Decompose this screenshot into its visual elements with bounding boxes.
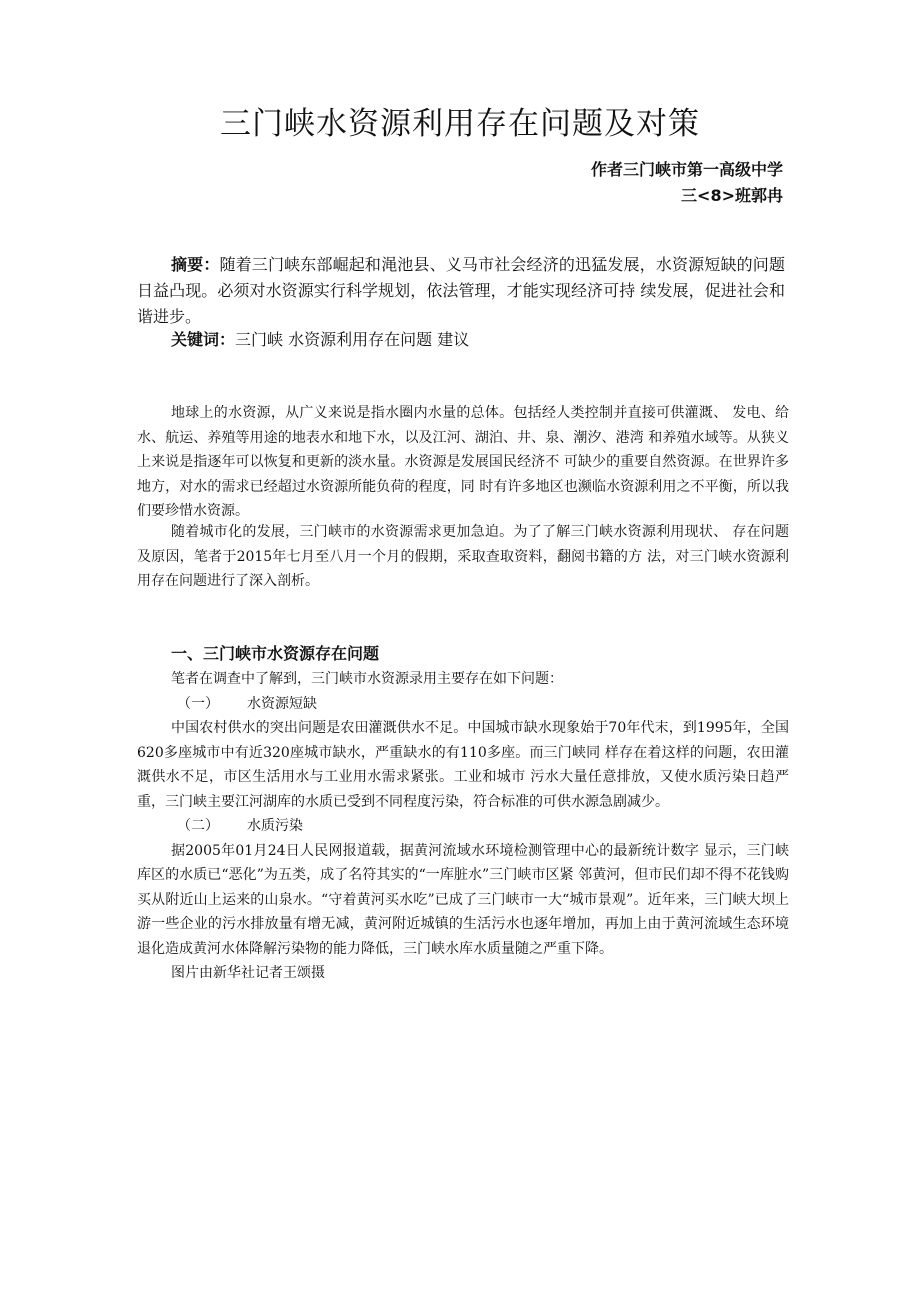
keywords-text: 三门峡 水资源利用存在问题 建议	[235, 330, 470, 349]
subsection-2-paragraph: 据2005年01月24日人民网报道载，据黄河流域水环境检测管理中心的最新统计数字 显示，三门峡库区的水质已“恶化”为五类，成了名符其实的“一库脏水”三门峡市区紧 邻黄河，但市民们却不得不花钱购买从附近山上运来的山泉水。“守着黄河买水吃”已成了三门峡市一大“城市景观”。近年来，三门峡大坝上游一些企业的污水排放量有增无减，黄河附近城镇的生活污水也逐年增加，再加上由于黄河流域生态环境退化造成黄河水体降解污染物的能力降低，三门峡水库水质量随之严重下降。	[137, 842, 789, 957]
subsection-1-paragraph: 中国农村供水的突出问题是农田灌溉供水不足。中国城市缺水现象始于70年代末，到1995年，全国620多座城市中有近320座城市缺水，严重缺水的有110多座。而三门峡同 样存在着这样的问题，农田灌溉供水不足，市区生活用水与工业用水需求紧张。工业和城市 污水大量任意排放，又使水质污染日趋严重，三门峡主要江河湖库的水质已受到不同程度污染，符合标准的可供水源急剧减少。	[137, 720, 789, 810]
subsection-2-number: （二）	[177, 818, 219, 834]
section-1-intro: 笔者在调查中了解到，三门峡市水资源录用主要存在如下问题：	[171, 671, 563, 687]
document-title: 三门峡水资源利用存在问题及对策	[220, 106, 700, 142]
keywords-label: 关键词：	[171, 330, 236, 349]
photo-credit: 图片由新华社记者王颂摄	[171, 965, 325, 981]
section-1-body	[137, 667, 789, 986]
subsection-1-number: （一）	[177, 695, 219, 712]
intro-section	[137, 401, 789, 524]
subsection-1-title: 水资源短缺	[247, 695, 317, 712]
subsection-1-heading	[137, 692, 789, 717]
author-class-name: 三<8>班郭冉	[681, 186, 783, 205]
abstract-label: 摘要：	[171, 255, 220, 274]
subsection-2-title: 水质污染	[247, 818, 303, 834]
section-1-heading: 一、三门峡市水资源存在问题	[171, 644, 380, 663]
subsection-2-heading	[137, 814, 789, 839]
abstract-text: 随着三门峡东部崛起和渑池县、义马市社会经济的迅猛发展，水资源短缺的问题日益凸现。必须对水资源实行科学规划，依法管理，才能实现经济可持 续发展，促进社会和谐进步。	[137, 255, 785, 326]
intro-paragraph-1: 地球上的水资源，从广义来说是指水圈内水量的总体。包括经人类控制并直接可供灌溉、 发电、给水、航运、养殖等用途的地表水和地下水，以及江河、湖泊、井、泉、潮汐、港湾 和养殖水域等。从狭义上来说是指逐年可以恢复和更新的淡水量。水资源是发展国民经济不 可缺少的重要自然资源。在世界许多地方，对水的需求已经超过水资源所能负荷的程度，同 时有许多地区也濒临水资源利用之不平衡，所以我们要珍惜水资源。	[137, 405, 789, 519]
author-school: 作者三门峡市第一高级中学	[590, 160, 783, 179]
intro-section-2	[137, 520, 789, 594]
keywords-paragraph	[137, 327, 785, 353]
intro-paragraph-2: 随着城市化的发展，三门峡市的水资源需求更加急迫。为了了解三门峡水资源利用现状、 存在问题及原因，笔者于2015年七月至八月一个月的假期，采取查取资料，翻阅书籍的方 法，对三门峡水资源利用存在问题进行了深入剖析。	[137, 524, 789, 589]
abstract-paragraph	[137, 252, 785, 330]
